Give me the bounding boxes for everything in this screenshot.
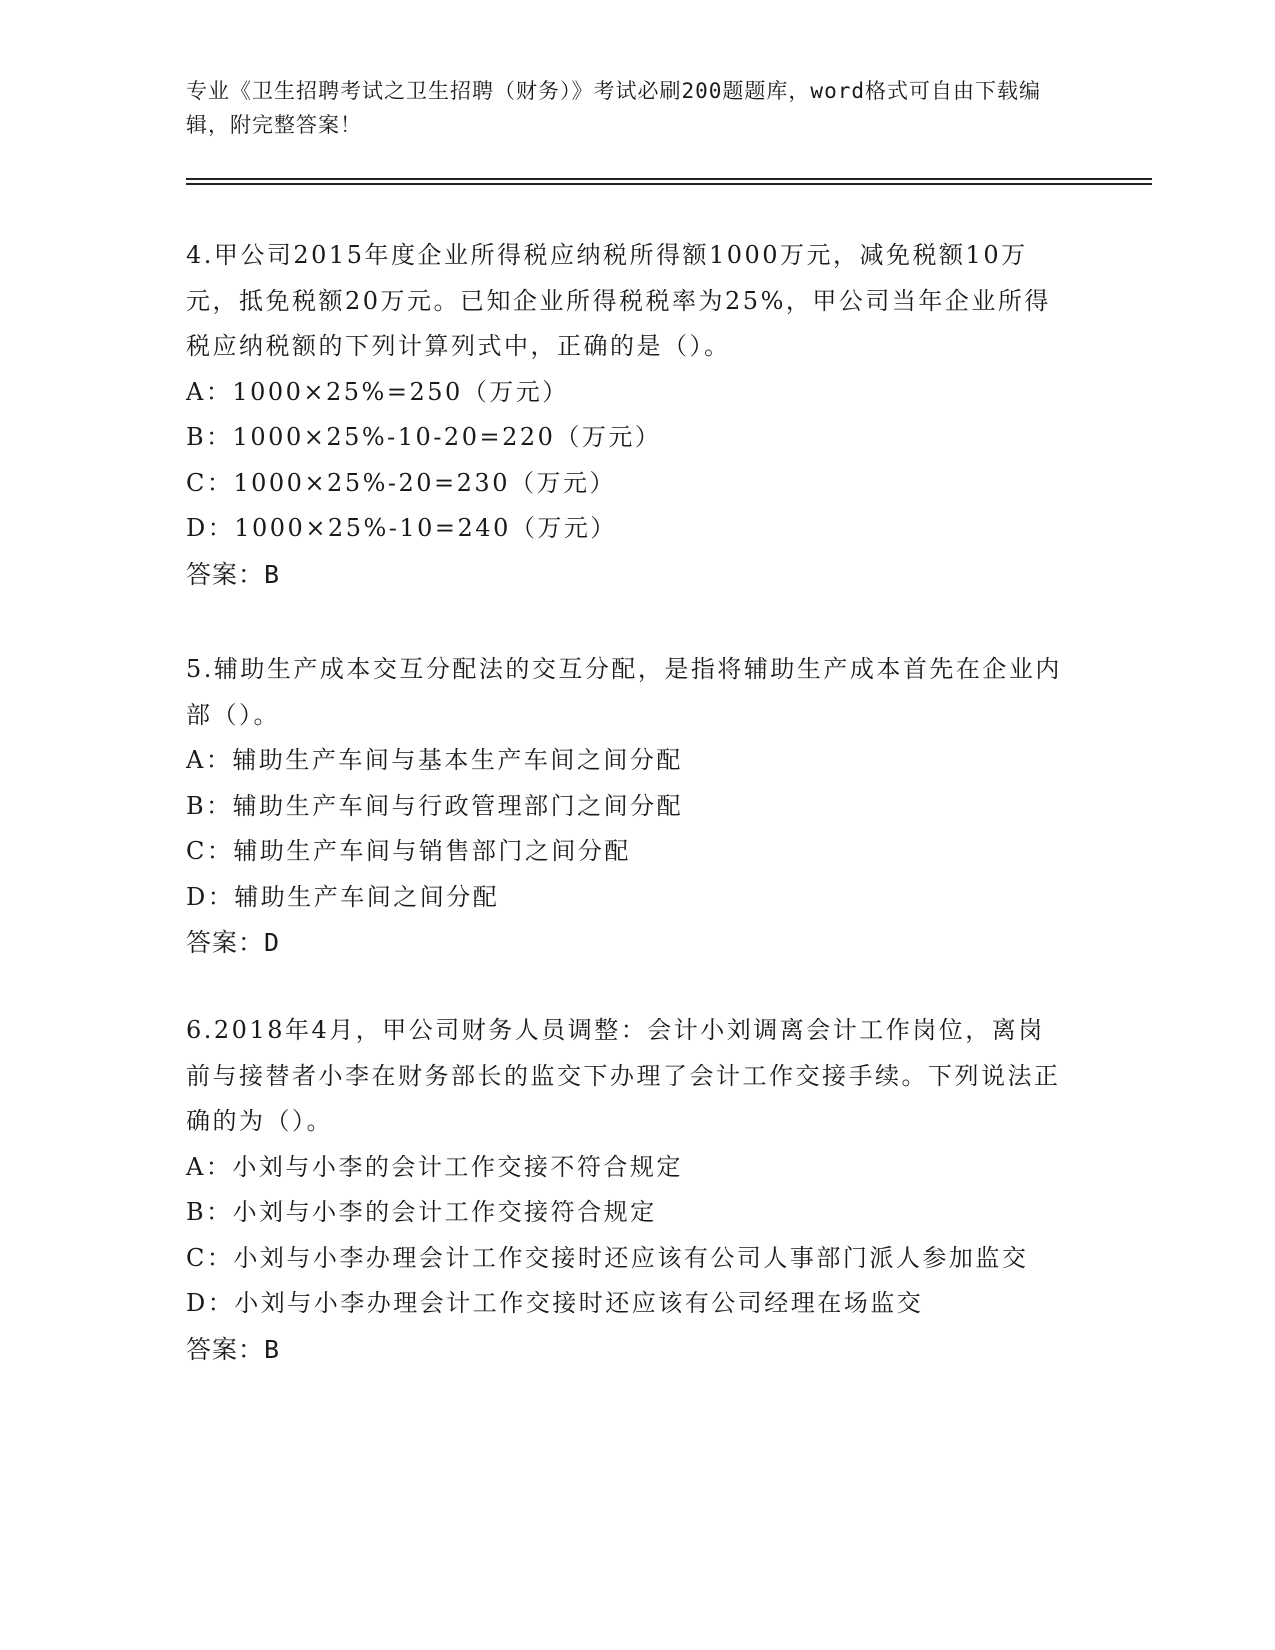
question-text: 4.甲公司2015年度企业所得税应纳税所得额1000万元，减免税额10万元，抵免税额20万元。已知企业所得税税率为25%，甲公司当年企业所得税应纳税额的下列计算列式中，正确的是（）。 <box>186 241 1051 360</box>
answer: 答案：D <box>186 928 281 957</box>
answer: 答案：B <box>186 1334 281 1364</box>
option-b: B：辅助生产车间与行政管理部门之间分配 <box>186 791 684 820</box>
option-b: B：1000×25%-10-20=220（万元） <box>186 423 662 451</box>
option-c: C：小刘与小李办理会计工作交接时还应该有公司人事部门派人参加监交 <box>186 1243 1029 1272</box>
question-6 <box>186 1008 1066 1372</box>
question-text: 6.2018年4月，甲公司财务人员调整：会计小刘调离会计工作岗位，离岗前与接替者小李在财务部长的监交下办理了会计工作交接手续。下列说法正确的为（）。 <box>186 1016 1061 1135</box>
option-a: A：1000×25%=250（万元） <box>186 377 569 406</box>
question-5 <box>186 647 1066 966</box>
option-d: D：小刘与小李办理会计工作交接时还应该有公司经理在场监交 <box>186 1289 924 1317</box>
question-4 <box>186 233 1066 597</box>
option-d: D：1000×25%-10=240（万元） <box>186 514 617 542</box>
answer: 答案：B <box>186 559 281 589</box>
document-header <box>186 74 1066 142</box>
option-d: D：辅助生产车间之间分配 <box>186 882 500 911</box>
header-divider-bottom <box>186 183 1152 185</box>
header-title: 专业《卫生招聘考试之卫生招聘（财务）》考试必刷200题题库，word格式可自由下载编辑，附完整答案！ <box>186 79 1041 137</box>
option-b: B：小刘与小李的会计工作交接符合规定 <box>186 1198 657 1226</box>
header-divider-top <box>186 178 1152 180</box>
question-text: 5.辅助生产成本交互分配法的交互分配，是指将辅助生产成本首先在企业内部（）。 <box>186 655 1062 729</box>
option-a: A：小刘与小李的会计工作交接不符合规定 <box>186 1152 683 1181</box>
option-c: C：辅助生产车间与销售部门之间分配 <box>186 837 631 865</box>
option-a: A：辅助生产车间与基本生产车间之间分配 <box>186 746 683 774</box>
option-c: C：1000×25%-20=230（万元） <box>186 468 616 497</box>
